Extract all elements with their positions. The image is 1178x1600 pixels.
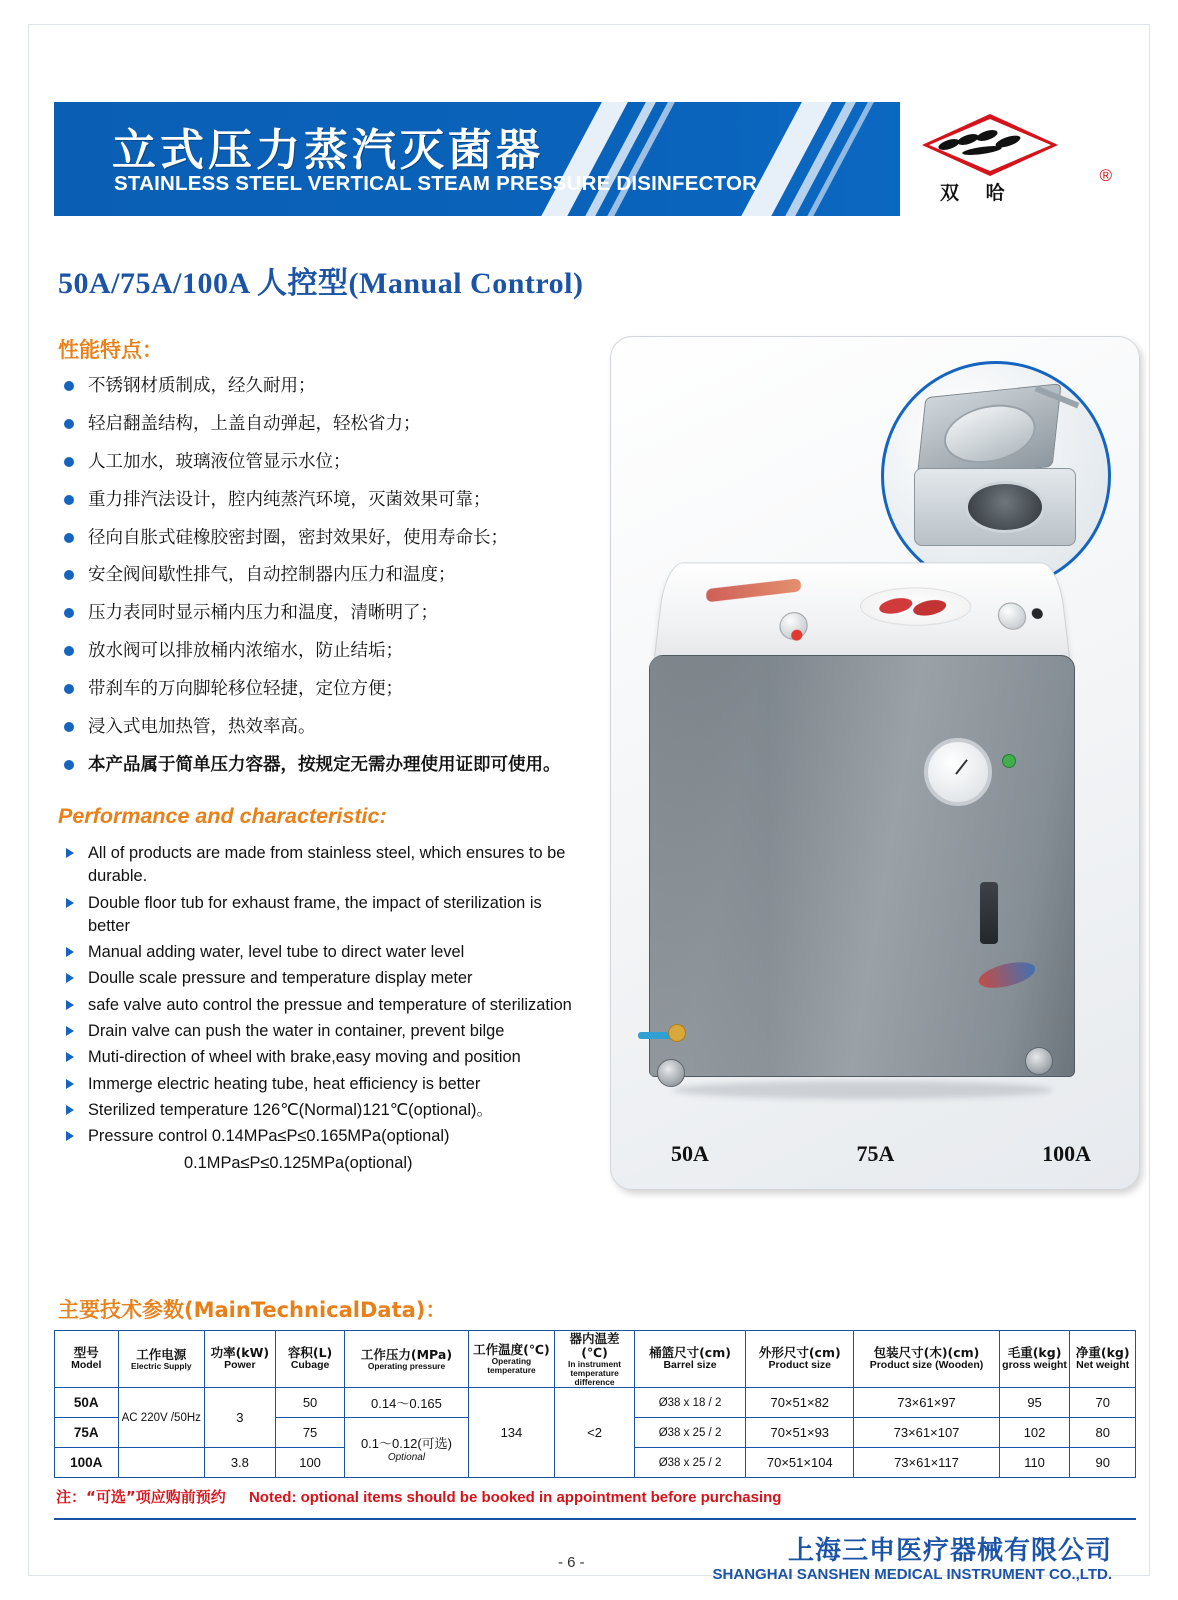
th-power-cn: 功率(kW) [210, 1345, 270, 1361]
list-item: 重力排汽法设计，腔内纯蒸汽环境，灭菌效果可靠； [58, 488, 598, 513]
th-gross-weight-en: gross weight [1002, 1359, 1067, 1372]
list-item: Muti-direction of wheel with brake,easy moving and position [62, 1046, 582, 1069]
th-product-size-cn: 外形尺寸(cm) [758, 1345, 841, 1361]
cell-model: 50A [55, 1388, 119, 1418]
list-item: Doulle scale pressure and temperature display meter [62, 967, 582, 990]
th-electric-supply-en: Electric Supply [131, 1360, 192, 1371]
cell-pressure: 0.14～0.165 [345, 1388, 468, 1418]
th-package-size-en: Product size (Wooden) [869, 1359, 984, 1372]
list-item: Double floor tub for exhaust frame, the impact of sterilization is better [62, 892, 582, 939]
red-indicator-icon [791, 630, 803, 641]
cell-model: 100A [55, 1448, 119, 1478]
list-item: Pressure control 0.14MPa≤P≤0.165MPa(optional) [62, 1125, 582, 1148]
machine-body [649, 655, 1075, 1077]
th-temperature [468, 1331, 555, 1388]
drain-valve-icon [638, 1028, 690, 1044]
th-model [55, 1331, 119, 1388]
header-stripes-decoration [527, 102, 942, 216]
cell-net-weight: 70 [1070, 1388, 1136, 1418]
cell-net-weight: 80 [1070, 1418, 1136, 1448]
table-note-cn: 注：“可选”项应购前预约 [56, 1488, 226, 1506]
th-electric-supply-cn: 工作电源 [136, 1346, 187, 1362]
footer-divider [54, 1518, 1136, 1520]
cell-pressure-value: 0.1～0.12(可选) [360, 1435, 452, 1451]
page-title-models: 50A/75A/100A [58, 267, 258, 300]
th-package-size-cn: 包装尺寸(木)(cm) [873, 1345, 980, 1361]
product-photo-panel [610, 336, 1140, 1190]
cell-power: 3.8 [204, 1448, 275, 1478]
th-product-size [746, 1331, 854, 1388]
photo-label-100a: 100A [1042, 1141, 1091, 1166]
control-knob-right-icon [997, 603, 1027, 630]
list-item: 带刹车的万向脚轮移位轻捷，定位方便； [58, 677, 598, 702]
page-title-cn: 人控型 [257, 266, 349, 301]
pressure-optional-line: 0.1MPa≤P≤0.125MPa(optional) [184, 1153, 413, 1172]
list-item: 放水阀可以排放桶内浓缩水，防止结垢； [58, 639, 598, 664]
registered-trademark-icon: ® [1099, 166, 1112, 185]
cell-product-size: 70×51×93 [746, 1418, 854, 1448]
cell-package-size: 73×61×117 [854, 1448, 999, 1478]
list-item: 径向自胀式硅橡胶密封圈，密封效果好，使用寿命长； [58, 526, 598, 551]
machine-shadow [673, 1081, 1053, 1099]
cell-product-size: 70×51×82 [746, 1388, 854, 1418]
list-item: 浸入式电加热管，热效率高。 [58, 715, 598, 740]
footer-company-cn: 上海三申医疗器械有限公司 [787, 1536, 1112, 1566]
list-item: 压力表同时显示桶内压力和温度，清晰明了； [58, 601, 598, 626]
cell-gross-weight: 102 [999, 1418, 1070, 1448]
table-note [56, 1486, 1116, 1507]
side-brand-mark-icon [976, 957, 1038, 992]
list-item: 不锈钢材质制成，经久耐用； [58, 374, 598, 399]
photo-label-50a: 50A [671, 1141, 709, 1166]
company-logo [900, 108, 1120, 212]
photo-model-labels [671, 1141, 1091, 1167]
chamber-illustration [914, 468, 1076, 546]
power-led-icon [1002, 754, 1016, 768]
logo-glyph-icon [938, 130, 1046, 162]
th-product-size-en: Product size [768, 1359, 831, 1372]
th-barrel-size [634, 1331, 745, 1388]
cell-temp-difference: <2 [555, 1388, 635, 1478]
th-pressure [345, 1331, 468, 1388]
lid-illustration [916, 383, 1061, 481]
door-handle-icon [980, 882, 998, 944]
th-electric-supply [118, 1331, 204, 1388]
cell-product-size: 70×51×104 [746, 1448, 854, 1478]
caster-wheel-icon [657, 1059, 685, 1087]
th-net-weight-en: Net weight [1076, 1359, 1130, 1372]
list-item: 本产品属于简单压力容器，按规定无需办理使用证即可使用。 [58, 753, 598, 778]
th-model-en: Model [71, 1359, 102, 1372]
th-barrel-size-en: Barrel size [663, 1359, 717, 1372]
list-item: safe valve auto control the pressue and temperature of sterilization [62, 994, 582, 1017]
th-net-weight [1070, 1331, 1136, 1388]
list-item-continuation [62, 1152, 582, 1175]
photo-label-75a: 75A [856, 1141, 895, 1166]
th-package-size [854, 1331, 999, 1388]
th-temp-difference [555, 1331, 635, 1388]
list-item: 安全阀间歇性排气，自动控制器内压力和温度； [58, 563, 598, 588]
list-item: Manual adding water, level tube to direct water level [62, 941, 582, 964]
table-header-row [55, 1331, 1136, 1388]
list-item: Drain valve can push the water in container, prevent bilge [62, 1020, 582, 1043]
side-brand-logo [916, 964, 1066, 1020]
cell-temperature: 134 [468, 1388, 555, 1478]
th-power-en: Power [224, 1359, 256, 1372]
th-gross-weight [999, 1331, 1070, 1388]
th-cubage [275, 1331, 345, 1388]
cell-gross-weight: 95 [999, 1388, 1070, 1418]
th-temp-difference-cn: 器内温差(℃) [569, 1331, 620, 1360]
th-pressure-en: Operating pressure [367, 1360, 446, 1371]
cell-barrel-size: Ø38 x 25 / 2 [634, 1448, 745, 1478]
cell-model: 75A [55, 1418, 119, 1448]
cell-electric-supply: AC 220V /50Hz [118, 1388, 204, 1448]
cell-electric-supply-empty [118, 1448, 204, 1478]
cell-barrel-size: Ø38 x 25 / 2 [634, 1418, 745, 1448]
page-number: - 6 - [558, 1554, 585, 1571]
page-title [58, 258, 583, 302]
features-cn-heading: 性能特点： [58, 338, 163, 362]
spec-table-heading: 主要技术参数(MainTechnicalData)： [58, 1298, 447, 1322]
header-title-cn: 立式压力蒸汽灭菌器 [112, 125, 544, 176]
cell-power: 3 [204, 1388, 275, 1448]
cell-pressure-optional: Optional [387, 1451, 426, 1463]
cell-barrel-size: Ø38 x 18 / 2 [634, 1388, 745, 1418]
list-item: Immerge electric heating tube, heat efficiency is better [62, 1073, 582, 1096]
features-en-heading: Performance and characteristic: [58, 804, 387, 828]
th-temp-difference-en: In instrument temperature difference [568, 1359, 622, 1387]
features-cn-list [58, 374, 598, 791]
top-brand-mark-icon [706, 578, 801, 602]
cell-package-size: 73×61×97 [854, 1388, 999, 1418]
th-cubage-cn: 容积(L) [287, 1345, 333, 1361]
cell-cubage: 50 [275, 1388, 345, 1418]
list-item: All of products are made from stainless steel, which ensures to be durable. [62, 842, 582, 889]
open-lid-detail-photo [881, 361, 1111, 591]
page-title-en: (Manual Control) [348, 267, 584, 300]
caster-wheel-icon [1025, 1047, 1053, 1075]
logo-brand-cn: 双 哈 [940, 182, 1015, 204]
cell-net-weight: 90 [1070, 1448, 1136, 1478]
cell-package-size: 73×61×107 [854, 1418, 999, 1448]
th-net-weight-cn: 净重(kg) [1075, 1345, 1130, 1361]
th-model-cn: 型号 [73, 1345, 99, 1361]
th-gross-weight-cn: 毛重(kg) [1007, 1345, 1062, 1361]
th-temperature-cn: 工作温度(℃) [473, 1342, 550, 1358]
list-item: 人工加水，玻璃液位管显示水位； [58, 450, 598, 475]
cell-cubage: 100 [275, 1448, 345, 1478]
list-item: 轻启翻盖结构，上盖自动弹起，轻松省力； [58, 412, 598, 437]
page-header [54, 102, 1136, 216]
th-cubage-en: Cubage [290, 1359, 330, 1372]
th-temperature-en: Operating temperature [487, 1356, 536, 1376]
table-row [55, 1388, 1136, 1418]
th-barrel-size-cn: 桶篮尺寸(cm) [649, 1345, 731, 1361]
sterilizer-illustration [633, 559, 1103, 1139]
cell-cubage: 75 [275, 1418, 345, 1448]
th-power [204, 1331, 275, 1388]
list-item: Sterilized temperature 126℃(Normal)121℃(optional)。 [62, 1099, 582, 1122]
cell-gross-weight: 110 [999, 1448, 1070, 1478]
cell-pressure [345, 1418, 468, 1478]
pressure-gauge-icon [924, 738, 992, 806]
black-indicator-icon [1031, 608, 1043, 619]
features-en-list [62, 842, 582, 1178]
footer-company-en: SHANGHAI SANSHEN MEDICAL INSTRUMENT CO.,LTD. [712, 1566, 1112, 1583]
header-title-en: STAINLESS STEEL VERTICAL STEAM PRESSURE DISINFECTOR [114, 172, 758, 195]
spec-table [54, 1330, 1136, 1478]
table-note-en: Noted: optional items should be booked in appointment before purchasing [248, 1489, 782, 1506]
top-badge-icon [860, 587, 973, 625]
th-pressure-cn: 工作压力(MPa) [360, 1346, 453, 1362]
